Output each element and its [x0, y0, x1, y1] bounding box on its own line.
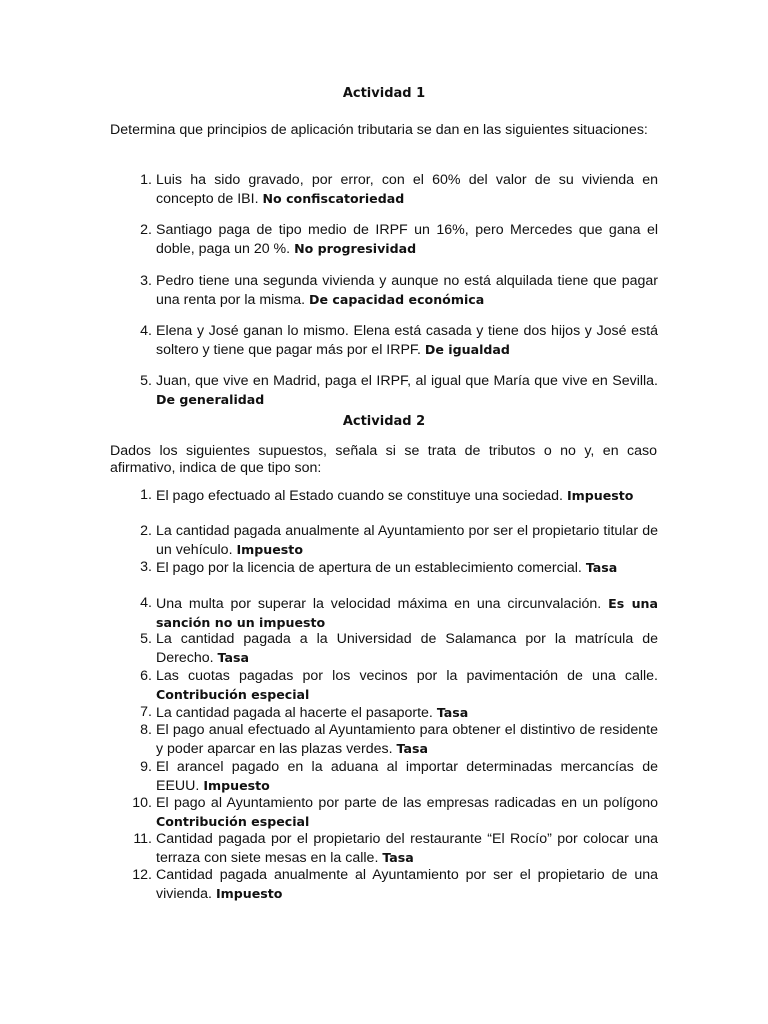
answer: Impuesto [215, 885, 283, 901]
answer: Impuesto [203, 777, 270, 793]
answer: No progresividad [294, 240, 417, 256]
answer: Es una sanción no un impuesto [156, 596, 658, 630]
answer: De igualdad [424, 341, 510, 357]
document-page: Actividad 1 Determina que principios de aplicación tributaria se dan en las siguientes situaciones: 1. Luis ha sido gravado, por error, con el 60% del valor de su vivienda en concepto de IBI. No confiscatoriedad 2. Santiago paga de tipo medio de IRPF un 16%, pero Mercedes que gana el doble, paga un 20 %. No progresividad 3. Pedro tiene una segunda vivienda y aunque no está alquilada tiene que pagar una renta por la misma. De capacidad económica 4. Elena y José ganan lo mismo. Elena está casada y tiene dos hijos y José está soltero y tiene que pagar más por el IRPF. De igualdad 5. Juan, que vive en Madrid, paga el IRPF, al igual que María que vive en Sevilla. De generalidad Actividad 2 Dados los siguientes supuestos, señala si se trata de tributos o no y, en caso afirmativo, indica de que tipo son: 1. El pago efectuado al Estado cuando se constituye una sociedad. Impuesto 2. La cantidad pagada anualmente al Ayuntamiento por ser el propietario titular de un vehículo. Impuesto 3. El pago por la licencia de apertura de un establecimiento comercial. Tasa 4. Una multa por superar la velocidad máxima en una circunvalación. Es una sanción no un impuesto 5. La cantidad pagada a la Universidad de Salamanca por la matrícula de Derecho. Tasa 6. Las cuotas pagadas por los vecinos por la pavimentación de una calle. Contribución especial 7. La cantidad pagada al hacerte el pasaporte. Tasa 8. El pago anual efectuado al Ayuntamiento para obtener el distintivo de residente y poder aparcar en las plazas verdes. Tasa 9. El arancel pagado en la aduana al importar determinadas mercancías de EEUU. Impuesto 10. El pago al Ayuntamiento por parte de las empresas radicadas en un polígono Contribución especial 11. Cantidad pagada por el propietario del restaurante “El Rocío” por colocar una terraza con siete mesas en la calle. Tasa 12. Cantidad pagada anualmente al Ayuntamiento por ser el propietario de una vivienda. Impuesto [0, 0, 768, 1024]
answer: Tasa [382, 849, 414, 865]
answer: Tasa [436, 705, 469, 720]
answer: Tasa [217, 649, 249, 665]
actividad-2-title: Actividad 2 [342, 414, 426, 429]
answer: Tasa [585, 560, 618, 575]
actividad-1-intro: Determina que principios de aplicación tributaria se dan en las siguientes situaciones: [110, 122, 648, 138]
actividad-1-title: Actividad 1 [342, 86, 426, 101]
answer: Tasa [396, 740, 429, 756]
answer: Impuesto [566, 488, 634, 503]
actividad-2-intro: Dados los siguientes supuestos, señala si se trata de tributos o no y, en caso afirmativo, indica de que tipo son: [110, 443, 657, 476]
answer: No confiscatoriedad [262, 190, 405, 206]
answer: Impuesto [236, 541, 303, 557]
answer: De generalidad [156, 391, 265, 407]
answer: De capacidad económica [309, 291, 485, 307]
answer: Contribución especial [156, 686, 310, 702]
answer: Contribución especial [156, 813, 310, 829]
